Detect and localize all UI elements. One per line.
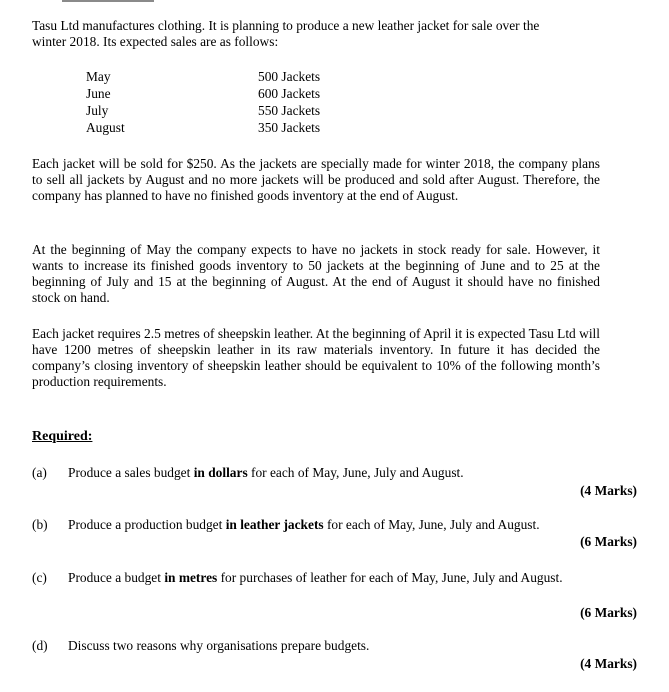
marks-label: (6 Marks) xyxy=(580,534,637,549)
intro-line-1: Tasu Ltd manufactures clothing. It is planning to produce a new leather jacket for sale over the xyxy=(32,18,540,33)
question-text xyxy=(68,465,598,481)
question-text-part: Produce a budget xyxy=(68,570,165,585)
leather-paragraph: Each jacket requires 2.5 metres of sheepskin leather. At the beginning of April it is expected Tasu Ltd will have 1200 metres of sheepskin leather in its raw materials inventory. In future it has decided the company’s closing inventory of sheepskin leather should be equivalent to 10% of the following month’s production requirements. xyxy=(32,326,600,389)
sales-quantity: 350 Jackets xyxy=(258,120,321,135)
sales-forecast-table xyxy=(86,69,320,137)
question-text xyxy=(68,517,628,533)
question-b xyxy=(32,517,637,557)
question-text-bold: in leather jackets xyxy=(225,517,324,532)
marks-label: (4 Marks) xyxy=(580,483,637,498)
question-text-bold: in metres xyxy=(164,570,218,585)
question-text-part: for purchases of leather for each of May, June, July and August. xyxy=(217,570,563,585)
question-text-part: Produce a production budget xyxy=(68,517,226,532)
sales-row xyxy=(86,69,320,86)
question-text-part: for each of May, June, July and August. xyxy=(247,465,464,480)
price-paragraph: Each jacket will be sold for $250. As the jackets are specially made for winter 2018, the company plans to sell all jackets by August and no more jackets will be produced and sold after August. Therefore, the company has planned to have no finished goods inventory at the end of August. xyxy=(32,156,600,203)
marks-label: (4 Marks) xyxy=(580,656,637,671)
intro-paragraph xyxy=(32,18,600,50)
question-text xyxy=(68,570,598,586)
sales-quantity: 500 Jackets xyxy=(258,69,321,84)
question-letter: (a) xyxy=(32,465,47,480)
sales-month: August xyxy=(86,120,125,135)
sales-quantity: 600 Jackets xyxy=(258,86,321,101)
sales-month: May xyxy=(86,69,111,84)
question-d xyxy=(32,638,637,678)
required-heading: Required: xyxy=(32,429,93,444)
question-c xyxy=(32,570,637,620)
question-text xyxy=(68,638,598,654)
question-text-part: Produce a sales budget xyxy=(68,465,194,480)
question-text-part: Discuss two reasons why organisations prepare budgets. xyxy=(68,638,370,653)
question-letter: (d) xyxy=(32,638,48,653)
marks-label: (6 Marks) xyxy=(580,605,637,620)
sales-row xyxy=(86,103,320,120)
question-text-bold: in dollars xyxy=(193,465,248,480)
sales-month: July xyxy=(86,103,109,118)
sales-quantity: 550 Jackets xyxy=(258,103,321,118)
sales-month: June xyxy=(86,86,111,101)
top-divider xyxy=(62,0,154,2)
intro-line-2: winter 2018. Its expected sales are as follows: xyxy=(32,34,279,49)
question-letter: (c) xyxy=(32,570,47,585)
inventory-paragraph: At the beginning of May the company expects to have no jackets in stock ready for sale. However, it wants to increase its finished goods inventory to 50 jackets at the beginning of June and to 25 at the beginning of July and 15 at the beginning of August. At the end of August it should have no finished stock on hand. xyxy=(32,242,600,305)
sales-row xyxy=(86,86,320,103)
question-a xyxy=(32,465,637,505)
question-letter: (b) xyxy=(32,517,48,532)
question-text-part: for each of May, June, July and August. xyxy=(323,517,540,532)
sales-row xyxy=(86,120,320,137)
